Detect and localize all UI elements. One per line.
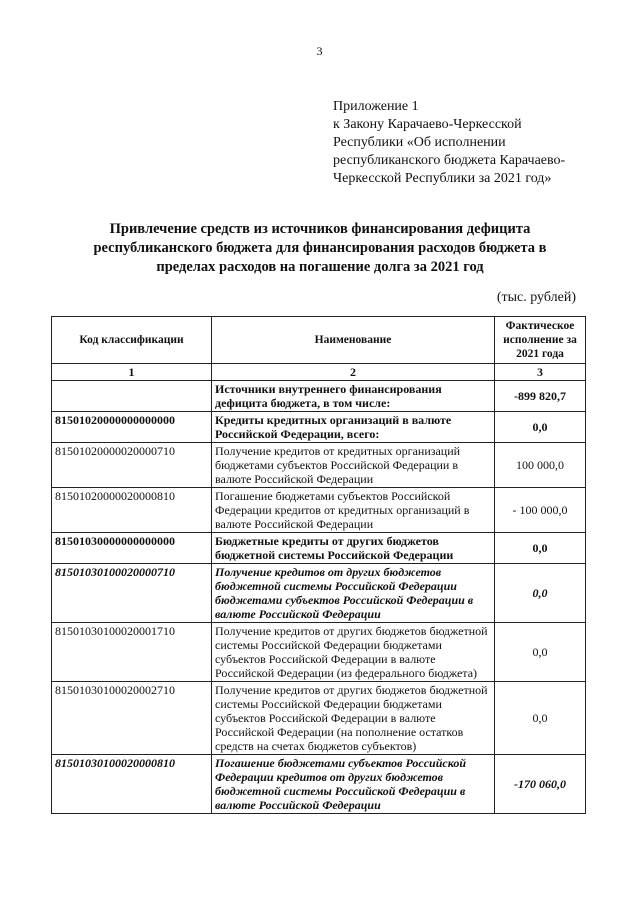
table-row xyxy=(52,412,586,443)
table-body xyxy=(52,381,586,814)
table-row xyxy=(52,682,586,755)
table-header-row xyxy=(52,317,586,364)
row-value: 0,0 xyxy=(495,564,586,623)
row-code: 81501020000020000710 xyxy=(52,443,212,488)
row-code: 81501030100020000810 xyxy=(52,755,212,814)
row-name: Получение кредитов от кредитных организаций бюджетами субъектов Российской Федерации в валюте Российской Федерации xyxy=(212,443,495,488)
units-label: (тыс. рублей) xyxy=(496,290,576,305)
row-name: Получение кредитов от других бюджетов бюджетной системы Российской Федерации бюджетами субъектов Российской Федерации в валюте Российской Федерации xyxy=(212,564,495,623)
row-value: 0,0 xyxy=(495,412,586,443)
row-value: 100 000,0 xyxy=(495,443,586,488)
row-code: 81501030000000000000 xyxy=(52,533,212,564)
row-name: Кредиты кредитных организаций в валюте Российской Федерации, всего: xyxy=(212,412,495,443)
row-code: 81501020000020000810 xyxy=(52,488,212,533)
row-code: 81501030100020002710 xyxy=(52,682,212,755)
row-code: 81501030100020000710 xyxy=(52,564,212,623)
document-title xyxy=(40,220,600,277)
appendix-note xyxy=(333,98,623,188)
row-name: Погашение бюджетами субъектов Российской Федерации кредитов от кредитных организаций в валюте Российской Федерации xyxy=(212,488,495,533)
title-line: пределах расходов на погашение долга за 2021 год xyxy=(156,259,484,275)
table-row xyxy=(52,488,586,533)
table-row xyxy=(52,381,586,412)
appendix-line: Республики «Об исполнении xyxy=(333,135,506,150)
row-value: 0,0 xyxy=(495,682,586,755)
row-value: 0,0 xyxy=(495,533,586,564)
row-name: Получение кредитов от других бюджетов бюджетной системы Российской Федерации бюджетами субъектов Российской Федерации в валюте Российской Федерации (из федерального бюджета) xyxy=(212,623,495,682)
header-name: Наименование xyxy=(212,317,495,364)
column-number: 2 xyxy=(212,364,495,381)
row-name: Источники внутреннего финансирования дефицита бюджета, в том числе: xyxy=(212,381,495,412)
row-name: Получение кредитов от других бюджетов бюджетной системы Российской Федерации бюджетами субъектов Российской Федерации в валюте Российской Федерации (на пополнение остатков средств на счетах бюджетов субъектов) xyxy=(212,682,495,755)
column-number: 1 xyxy=(52,364,212,381)
table-row xyxy=(52,533,586,564)
table-row xyxy=(52,623,586,682)
row-value: -899 820,7 xyxy=(495,381,586,412)
row-name: Бюджетные кредиты от других бюджетов бюджетной системы Российской Федерации xyxy=(212,533,495,564)
row-value: - 100 000,0 xyxy=(495,488,586,533)
title-line: Привлечение средств из источников финансирования дефицита xyxy=(109,221,531,237)
header-value: Фактическое исполнение за 2021 года xyxy=(495,317,586,364)
page-number: 3 xyxy=(316,44,323,58)
table-row xyxy=(52,443,586,488)
row-name: Погашение бюджетами субъектов Российской Федерации кредитов от других бюджетов бюджетной системы Российской Федерации в валюте Российской Федерации xyxy=(212,755,495,814)
column-number-row xyxy=(52,364,586,381)
appendix-line: Приложение 1 xyxy=(333,99,419,114)
row-value: -170 060,0 xyxy=(495,755,586,814)
appendix-line: республиканского бюджета Карачаево- xyxy=(333,153,566,168)
column-number: 3 xyxy=(495,364,586,381)
row-value: 0,0 xyxy=(495,623,586,682)
appendix-line: к Закону Карачаево-Черкесской xyxy=(333,117,522,132)
row-code: 81501020000000000000 xyxy=(52,412,212,443)
appendix-line: Черкесской Республики за 2021 год» xyxy=(333,171,552,186)
row-code: 81501030100020001710 xyxy=(52,623,212,682)
title-line: республиканского бюджета для финансирования расходов бюджета в xyxy=(93,240,547,256)
header-code: Код классификации xyxy=(52,317,212,364)
row-code xyxy=(52,381,212,412)
table-row xyxy=(52,564,586,623)
financing-table xyxy=(51,316,586,814)
table-row xyxy=(52,755,586,814)
